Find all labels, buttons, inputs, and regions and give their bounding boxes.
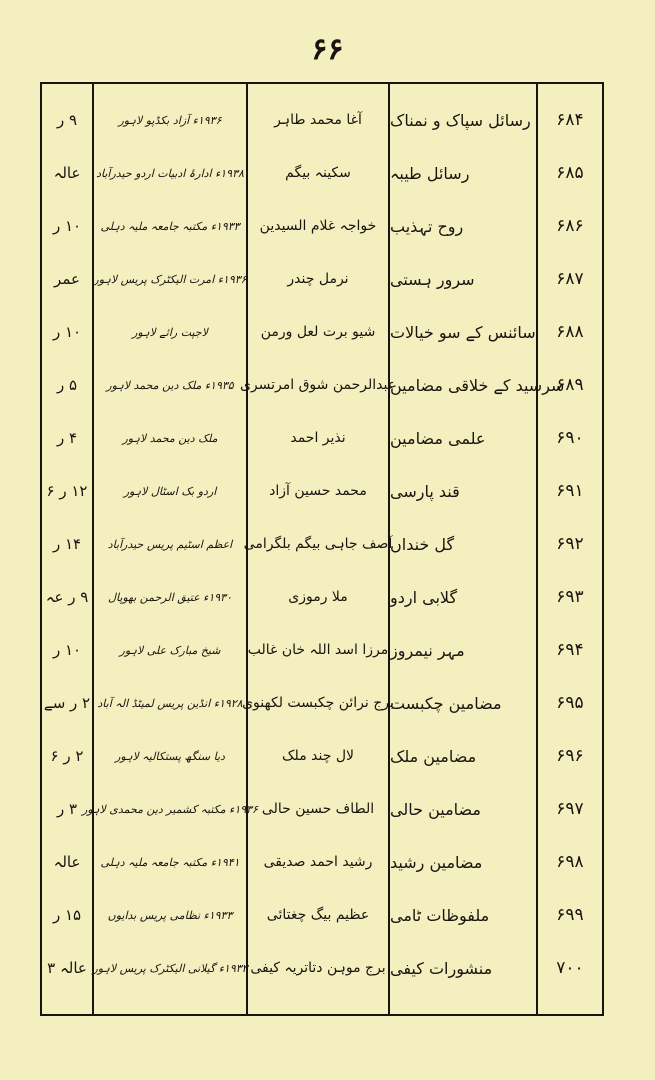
table-row [42, 624, 602, 676]
serial-number: ۶۹۶ [556, 746, 584, 766]
price: ۲ ر ۶ [50, 747, 84, 765]
table-row [42, 942, 602, 994]
author-name: آصف جاہی بیگم بلگرامی [243, 536, 393, 552]
publisher-info: ۱۹۳۶ء امرت الیکٹرک پریس لاہور [93, 272, 247, 286]
publisher-info: شیخ مبارک علی لاہور [119, 643, 221, 657]
author-name: خواجہ غلام السیدین [259, 218, 377, 234]
author-name: لال چند ملک [282, 748, 354, 764]
table-row [42, 465, 602, 517]
publisher-info: اردو بک اسٹال لاہور [123, 484, 217, 498]
author-name: ملا رموزی [288, 589, 348, 605]
author-name: مرزا اسد اللہ خان غالب [247, 642, 389, 658]
table-row [42, 836, 602, 888]
table-row [42, 412, 602, 464]
book-title: مہر نیمروز [390, 640, 465, 660]
price: ۵ ر [56, 376, 78, 394]
publisher-info: ۱۹۳۶ء مکتبہ کشمیر دین محمدی لاہور [82, 802, 258, 816]
page-number: ۶۶ [311, 32, 344, 67]
author-name: آغا محمد طاہر [274, 112, 362, 128]
price: عالہ ۳ [47, 959, 87, 977]
serial-number: ۶۹۴ [556, 640, 584, 660]
book-title: قند پارسی [390, 481, 460, 501]
serial-number: ۶۸۷ [556, 269, 584, 289]
price: ۲ ر سے [43, 694, 91, 712]
serial-number: ۷۰۰ [556, 958, 584, 978]
price: ۹ ر عہ [45, 588, 89, 606]
serial-number: ۶۹۵ [556, 693, 584, 713]
book-title: مضامین رشید [390, 852, 483, 872]
price: ۱۲ ر ۶ [46, 482, 88, 500]
publisher-info: اعظم اسٹیم پریس حیدرآباد [107, 537, 233, 551]
author-name: رشید احمد صدیقی [263, 854, 373, 870]
author-name: نذیر احمد [290, 430, 346, 446]
serial-number: ۶۸۴ [556, 110, 584, 130]
price: ۱۵ ر [52, 906, 82, 924]
price: ۹ ر [56, 111, 78, 129]
serial-number: ۶۹۸ [556, 852, 584, 872]
author-name: سکینہ بیگم [285, 165, 351, 181]
author-name: برج موہن دتاتریہ کیفی [250, 960, 386, 976]
book-title: رسائل سپاک و نمناک [390, 110, 531, 130]
serial-number: ۶۹۲ [556, 534, 584, 554]
catalog-table [40, 82, 604, 1016]
author-name: محمد حسین آزاد [269, 483, 367, 499]
book-title: سائنس کے سو خیالات [390, 322, 536, 342]
serial-number: ۶۹۰ [556, 428, 584, 448]
publisher-info: ۱۹۴۱ء مکتبہ جامعہ ملیہ دہلی [100, 855, 240, 869]
book-title: مضامین چکبست [390, 693, 502, 713]
book-title: ملفوظات ٹامی [390, 905, 490, 925]
publisher-info: ۱۹۳۰ء عتیق الرحمن بھوپال [108, 590, 232, 604]
price: ۱۰ ر [52, 217, 82, 235]
table-row [42, 783, 602, 835]
price: ۱۴ ر [52, 535, 82, 553]
price: ۱۰ ر [52, 323, 82, 341]
table-row [42, 730, 602, 782]
book-title: گل خنداں [390, 534, 455, 554]
author-name: نرمل چندر [287, 271, 349, 287]
table-row [42, 147, 602, 199]
table-row [42, 253, 602, 305]
table-row [42, 518, 602, 570]
table-row [42, 306, 602, 358]
book-title: مضامین حالی [390, 799, 481, 819]
table-row [42, 359, 602, 411]
price: ۳ ر [56, 800, 78, 818]
publisher-info: ۱۹۳۳ء گیلانی الیکٹرک پریس لاہور [92, 961, 248, 975]
author-name: شیو برت لعل ورمن [260, 324, 376, 340]
serial-number: ۶۸۵ [556, 163, 584, 183]
publisher-info: ۱۹۳۸ء ادارۂ ادبیات اردو حیدرآباد [96, 166, 244, 180]
publisher-info: ۱۹۳۶ء آزاد بکڈپو لاہور [118, 113, 222, 127]
price: عالہ [53, 853, 81, 871]
author-name: برج نرائن چکبست لکھنوی [242, 695, 394, 711]
book-title: روح تہذیب [390, 216, 464, 236]
price: ۴ ر [56, 429, 78, 447]
publisher-info: دیا سنگھ پستکالیہ لاہور [115, 749, 225, 763]
serial-number: ۶۹۹ [556, 905, 584, 925]
book-title: سرسید کے خلاقی مضامین [390, 375, 565, 395]
table-row [42, 571, 602, 623]
price: عالہ [53, 164, 81, 182]
author-name: الطاف حسین حالی [261, 801, 375, 817]
author-name: عظیم بیگ چغتائی [266, 907, 370, 923]
publisher-info: لاجپت رائے لاہور [132, 325, 208, 339]
publisher-info: ۱۹۳۳ء نظامی پریس بدایوں [107, 908, 233, 922]
serial-number: ۶۹۷ [556, 799, 584, 819]
publisher-info: ملک دین محمد لاہور [122, 431, 218, 445]
author-name: عبدالرحمن شوق امرتسری [239, 377, 397, 393]
publisher-info: ۱۹۳۵ء ملک دین محمد لاہور [106, 378, 234, 392]
book-title: رسائل طیبہ [390, 163, 470, 183]
book-title: مضامین ملک [390, 746, 477, 766]
table-row [42, 677, 602, 729]
publisher-info: ۱۹۲۸ء انڈین پریس لمیٹڈ الہ آباد [97, 696, 243, 710]
serial-number: ۶۸۸ [556, 322, 584, 342]
serial-number: ۶۹۳ [556, 587, 584, 607]
serial-number: ۶۹۱ [556, 481, 584, 501]
table-row [42, 94, 602, 146]
book-title: منشورات کیفی [390, 958, 493, 978]
publisher-info: ۱۹۳۳ء مکتبہ جامعہ ملیہ دہلی [100, 219, 240, 233]
serial-number: ۶۸۶ [556, 216, 584, 236]
price: عمر [54, 270, 80, 288]
serial-number: ۶۸۹ [556, 375, 584, 395]
book-title: گلابی اردو [390, 587, 458, 607]
book-title: علمی مضامین [390, 428, 486, 448]
table-row [42, 200, 602, 252]
book-title: سرور ہستی [390, 269, 475, 289]
price: ۱۰ ر [52, 641, 82, 659]
table-row [42, 889, 602, 941]
